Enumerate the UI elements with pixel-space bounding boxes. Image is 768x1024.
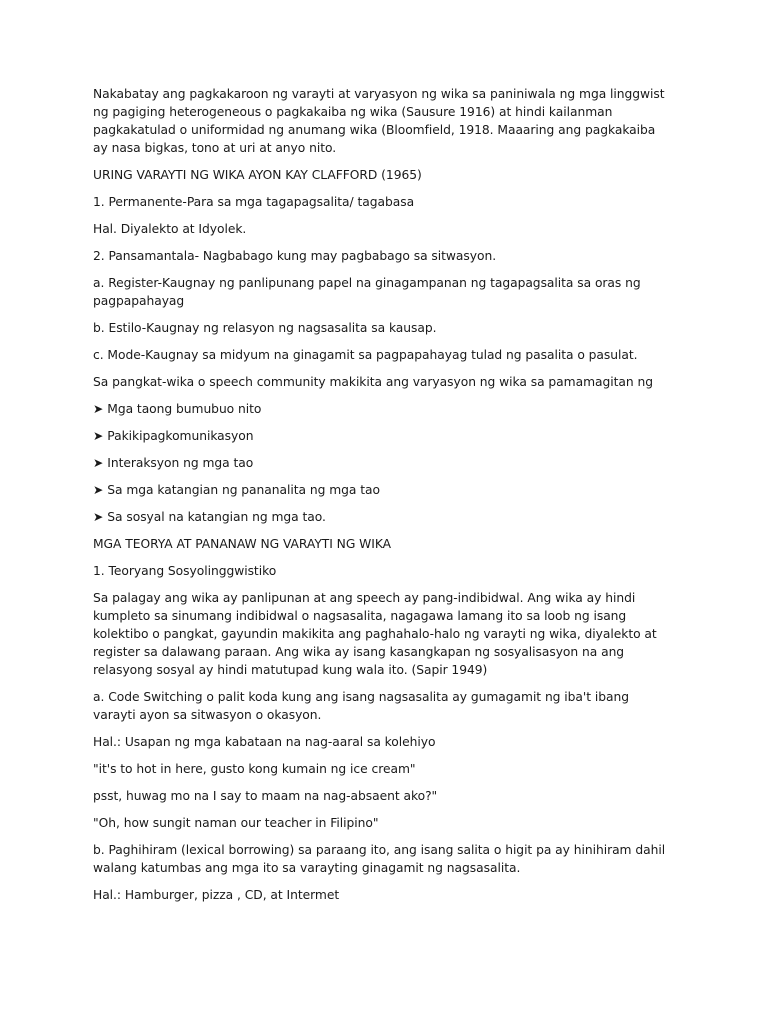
bullet-text: Interaksyon ng mga tao (107, 456, 254, 470)
quote-line: psst, huwag mo na I say to maam na nag-absaent ako?" (93, 789, 438, 803)
sub-item-register: a. Register-Kaugnay ng panlipunang papel na ginagampanan ng tagapagsalita sa oras ng pagpapahayag (93, 276, 641, 308)
section-heading-teorya: MGA TEORYA AT PANANAW NG VARAYTI NG WIKA (93, 537, 392, 551)
example-hamburger: Hal.: Hamburger, pizza , CD, at Intermet (93, 888, 340, 902)
arrow-bullet-icon: ➤ (93, 402, 104, 416)
sub-item-mode: c. Mode-Kaugnay sa midyum na ginagamit sa pagpapahayag tulad ng pasalita o pasulat. (93, 348, 638, 362)
arrow-bullet-icon: ➤ (93, 483, 104, 497)
example-diyalekto: Hal. Diyalekto at Idyolek. (93, 222, 247, 236)
list-item-pansamantala: 2. Pansamantala- Nagbabago kung may pagbabago sa sitwasyon. (93, 249, 497, 263)
quote-line: "Oh, how sungit naman our teacher in Filipino" (93, 816, 379, 830)
list-item-sosyolinggwistiko: 1. Teoryang Sosyolinggwistiko (93, 564, 277, 578)
bullet-item (93, 508, 673, 526)
bullet-text: Sa sosyal na katangian ng mga tao. (107, 510, 326, 524)
example-usapan: Hal.: Usapan ng mga kabataan na nag-aaral sa kolehiyo (93, 735, 436, 749)
arrow-bullet-icon: ➤ (93, 456, 104, 470)
quote-line: "it's to hot in here, gusto kong kumain ng ice cream" (93, 762, 416, 776)
document-page (93, 85, 673, 913)
bullet-item (93, 427, 673, 445)
bullet-item (93, 481, 673, 499)
bullet-item (93, 400, 673, 418)
sosyolinggwistiko-paragraph: Sa palagay ang wika ay panlipunan at ang speech ay pang-indibidwal. Ang wika ay hindi kumpleto sa sinumang indibidwal o nagsasalita, nagagawa lamang ito sa loob ng isang kolektibo o pangkat, gayundin makikita ang paghahalo-halo ng varayti ng wika, diyalekto at register sa dalawang paraan. Ang wika ay isang kasangkapan ng sosyalisasyon na ang relasyong sosyal ay hindi matutupad kung wala ito. (Sapir 1949) (93, 591, 657, 677)
section-heading-uring-varayti: URING VARAYTI NG WIKA AYON KAY CLAFFORD (1965) (93, 168, 422, 182)
list-item-permanente: 1. Permanente-Para sa mga tagapagsalita/ tagabasa (93, 195, 415, 209)
bullet-item (93, 454, 673, 472)
sub-item-paghihiram: b. Paghihiram (lexical borrowing) sa paraang ito, ang isang salita o higit pa ay hinihiram dahil walang katumbas ang mga ito sa varayting ginagamit ng nagsasalita. (93, 843, 666, 875)
sub-item-code-switching: a. Code Switching o palit koda kung ang isang nagsasalita ay gumagamit ng iba't ibang varayti ayon sa sitwasyon o okasyon. (93, 690, 629, 722)
intro-paragraph: Nakabatay ang pagkakaroon ng varayti at varyasyon ng wika sa paniniwala ng mga linggwist ng pagiging heterogeneous o pagkakaiba ng wika (Sausure 1916) at hindi kailanman pagkakatulad o uniformidad ng anumang wika (Bloomfield, 1918. Maaaring ang pagkakaiba ay nasa bigkas, tono at uri at anyo nito. (93, 87, 665, 155)
speech-community-paragraph: Sa pangkat-wika o speech community makikita ang varyasyon ng wika sa pamamagitan ng (93, 375, 653, 389)
bullet-text: Mga taong bumubuo nito (107, 402, 262, 416)
bullet-text: Pakikipagkomunikasyon (107, 429, 254, 443)
arrow-bullet-icon: ➤ (93, 510, 104, 524)
sub-item-estilo: b. Estilo-Kaugnay ng relasyon ng nagsasalita sa kausap. (93, 321, 437, 335)
arrow-bullet-icon: ➤ (93, 429, 104, 443)
bullet-text: Sa mga katangian ng pananalita ng mga tao (107, 483, 380, 497)
